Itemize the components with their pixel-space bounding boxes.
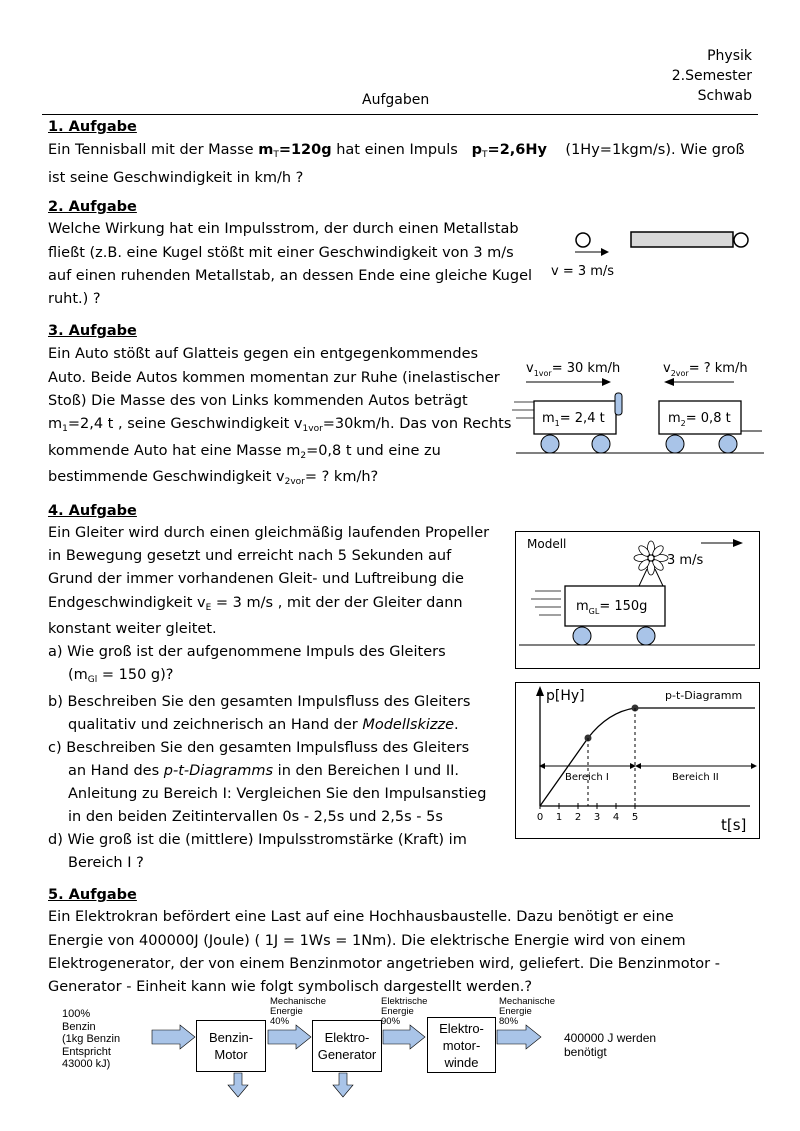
- task4-question-b2: qualitativ und zeichnerisch an Hand der Modellskizze.: [68, 717, 459, 733]
- wheel: [637, 627, 655, 645]
- loss-arrow-1: [228, 1073, 248, 1097]
- x-axis-label: t[s]: [721, 816, 747, 834]
- task1-title: 1. Aufgabe: [48, 119, 137, 135]
- box-elektro-generator: Elektro- Generator: [312, 1020, 382, 1072]
- v1-label: $v_{1vor}= 30$ km/h: [526, 361, 621, 378]
- diagram-title: p-t-Diagramm: [665, 689, 743, 702]
- input-energy: 100% Benzin (1kg Benzin Entspricht 43000 kJ): [62, 1008, 121, 1070]
- car1-mass: $m_1= 2,4$ t: [542, 411, 605, 428]
- region2-label: Bereich II: [672, 772, 719, 783]
- header-info: [672, 46, 752, 106]
- header-subject: Physik: [707, 48, 752, 64]
- task4-line2: in Bewegung gesetzt und erreicht nach 5 Sekunden auf: [48, 548, 452, 564]
- task3-figure: [512, 352, 767, 462]
- task5-title: 5. Aufgabe: [48, 887, 137, 903]
- pt-diagram: [515, 682, 761, 840]
- flow-arrow-3: [497, 1025, 541, 1049]
- task3-title: 3. Aufgabe: [48, 323, 137, 339]
- x-tick-label: 0: [536, 812, 544, 823]
- energy-label-3: Mechanische Energie 80%: [499, 996, 555, 1027]
- wheel: [592, 435, 610, 453]
- task4-line3: Grund der immer vorhandenen Gleit- und Luftreibung die: [48, 571, 464, 587]
- task4-line1: Ein Gleiter wird durch einen gleichmäßig laufenden Propeller: [48, 525, 490, 541]
- glider-mass: $m_{GL}= 150g$: [576, 599, 648, 616]
- velocity-arrowhead: [601, 248, 609, 256]
- model-label: Modell: [527, 537, 567, 551]
- header-rule: [42, 114, 758, 115]
- metal-rod: [631, 232, 733, 247]
- task2-line1: Welche Wirkung hat ein Impulsstrom, der durch einen Metallstab: [48, 221, 519, 237]
- header-teacher: Schwab: [697, 88, 752, 104]
- wheel: [573, 627, 591, 645]
- task1-line2: ist seine Geschwindigkeit in km/h ?: [48, 170, 304, 186]
- model-sketch: [515, 531, 761, 670]
- y-axis-label: p[Hy]: [546, 688, 585, 704]
- box-benzin-motor: Benzin- Motor: [196, 1020, 266, 1072]
- task4-question-c4: in den beiden Zeitintervallen 0s - 2,5s und 2,5s - 5s: [68, 809, 443, 825]
- car2-mass: $m_2= 0,8$ t: [668, 411, 731, 428]
- task3-line1: Ein Auto stößt auf Glatteis gegen ein entgegenkommendes: [48, 346, 479, 362]
- flow-arrow-input: [152, 1025, 195, 1049]
- task3-line5: kommende Auto hat eine Masse $m_2=0,8$ t und eine zu: [48, 443, 441, 461]
- flow-arrow-2: [383, 1025, 425, 1049]
- task2-figure: [545, 225, 760, 285]
- task2-line4: ruht.) ?: [48, 291, 101, 307]
- task1-line1: Ein Tennisball mit der Masse $m_T=120g$ hat einen Impuls $p_T=2,6Hy$ (1Hy=1kgm/s). Wie groß: [48, 142, 745, 160]
- box-elektromotorwinde: Elektro- motor- winde: [427, 1017, 496, 1073]
- x-tick-label: 1: [555, 812, 563, 823]
- task5-line4: Generator - Einheit kann wie folgt symbolisch dargestellt werden.?: [48, 979, 533, 995]
- v1-arrowhead: [602, 378, 611, 386]
- task3-line2: Auto. Beide Autos kommen momentan zur Ruhe (inelastischer: [48, 370, 500, 386]
- v2-arrowhead: [664, 378, 674, 386]
- moving-ball: [576, 233, 590, 247]
- header-semester: 2.Semester: [671, 68, 752, 84]
- task2-velocity-label: v = 3 m/s: [551, 264, 615, 279]
- task4-question-d1: d) Wie groß ist die (mittlere) Impulsstromstärke (Kraft) im: [48, 832, 467, 848]
- task4-title: 4. Aufgabe: [48, 503, 137, 519]
- task4-question-c3: Anleitung zu Bereich I: Vergleichen Sie den Impulsanstieg: [68, 786, 487, 802]
- task2-line3: auf einen ruhenden Metallstab, an dessen Ende eine gleiche Kugel: [48, 268, 533, 284]
- task3-line4: $m_1=2,4$ t , seine Geschwindigkeit $v_{1vor}=30km/h$. Das von Rechts: [48, 416, 512, 434]
- task3-line3: Stoß) Die Masse des von Links kommenden Autos beträgt: [48, 393, 468, 409]
- flow-arrow-1: [268, 1025, 311, 1049]
- task4-question-c1: c) Beschreiben Sie den gesamten Impulsfluss des Gleiters: [48, 740, 470, 756]
- task4-question-a2: ($m_{Gl} = 150$ g)?: [68, 667, 174, 685]
- task4-question-c2: an Hand des p-t-Diagramms in den Bereichen I und II.: [68, 763, 460, 779]
- task5-line3: Elektrogenerator, der von einem Benzinmotor angetrieben wird, geliefert. Die Benzinmotor -: [48, 956, 720, 972]
- resting-ball: [734, 233, 748, 247]
- model-speed: 3 m/s: [667, 553, 704, 568]
- x-tick-label: 2: [574, 812, 582, 823]
- page-title: Aufgaben: [362, 92, 430, 108]
- region1-label: Bereich I: [565, 772, 609, 783]
- task4-question-d2: Bereich I ?: [68, 855, 144, 871]
- energy-label-1: Mechanische Energie 40%: [270, 996, 326, 1027]
- wheel: [666, 435, 684, 453]
- output-energy: 400000 J werden benötigt: [564, 1031, 657, 1059]
- wheel: [541, 435, 559, 453]
- energy-label-2: Elektrische Energie 90%: [381, 996, 428, 1027]
- x-tick-label: 4: [612, 812, 620, 823]
- x-tick-label: 5: [631, 812, 639, 823]
- task4-question-b1: b) Beschreiben Sie den gesamten Impulsfluss des Gleiters: [48, 694, 471, 710]
- v2-label: $v_{2vor}=$ ? km/h: [663, 361, 748, 378]
- x-tick-label: 3: [593, 812, 601, 823]
- task2-line2: fließt (z.B. eine Kugel stößt mit einer Geschwindigkeit von 3 m/s: [48, 245, 514, 261]
- task4-question-a1: a) Wie groß ist der aufgenommene Impuls des Gleiters: [48, 644, 446, 660]
- task3-line6: bestimmende Geschwindigkeit $v_{2vor}=$ ? km/h?: [48, 469, 379, 487]
- task5-line2: Energie von 400000J (Joule) ( 1J = 1Ws = 1Nm). Die elektrische Energie wird von einem: [48, 933, 686, 949]
- loss-arrow-2: [333, 1073, 353, 1097]
- task4-line5: konstant weiter gleitet.: [48, 621, 217, 637]
- task4-line4: Endgeschwindigkeit $v_E = 3$ m/s , mit der der Gleiter dann: [48, 595, 463, 613]
- wheel: [719, 435, 737, 453]
- task5-line1: Ein Elektrokran befördert eine Last auf eine Hochhausbaustelle. Dazu benötigt er eine: [48, 909, 674, 925]
- task2-title: 2. Aufgabe: [48, 199, 137, 215]
- car1-bumper: [615, 393, 622, 415]
